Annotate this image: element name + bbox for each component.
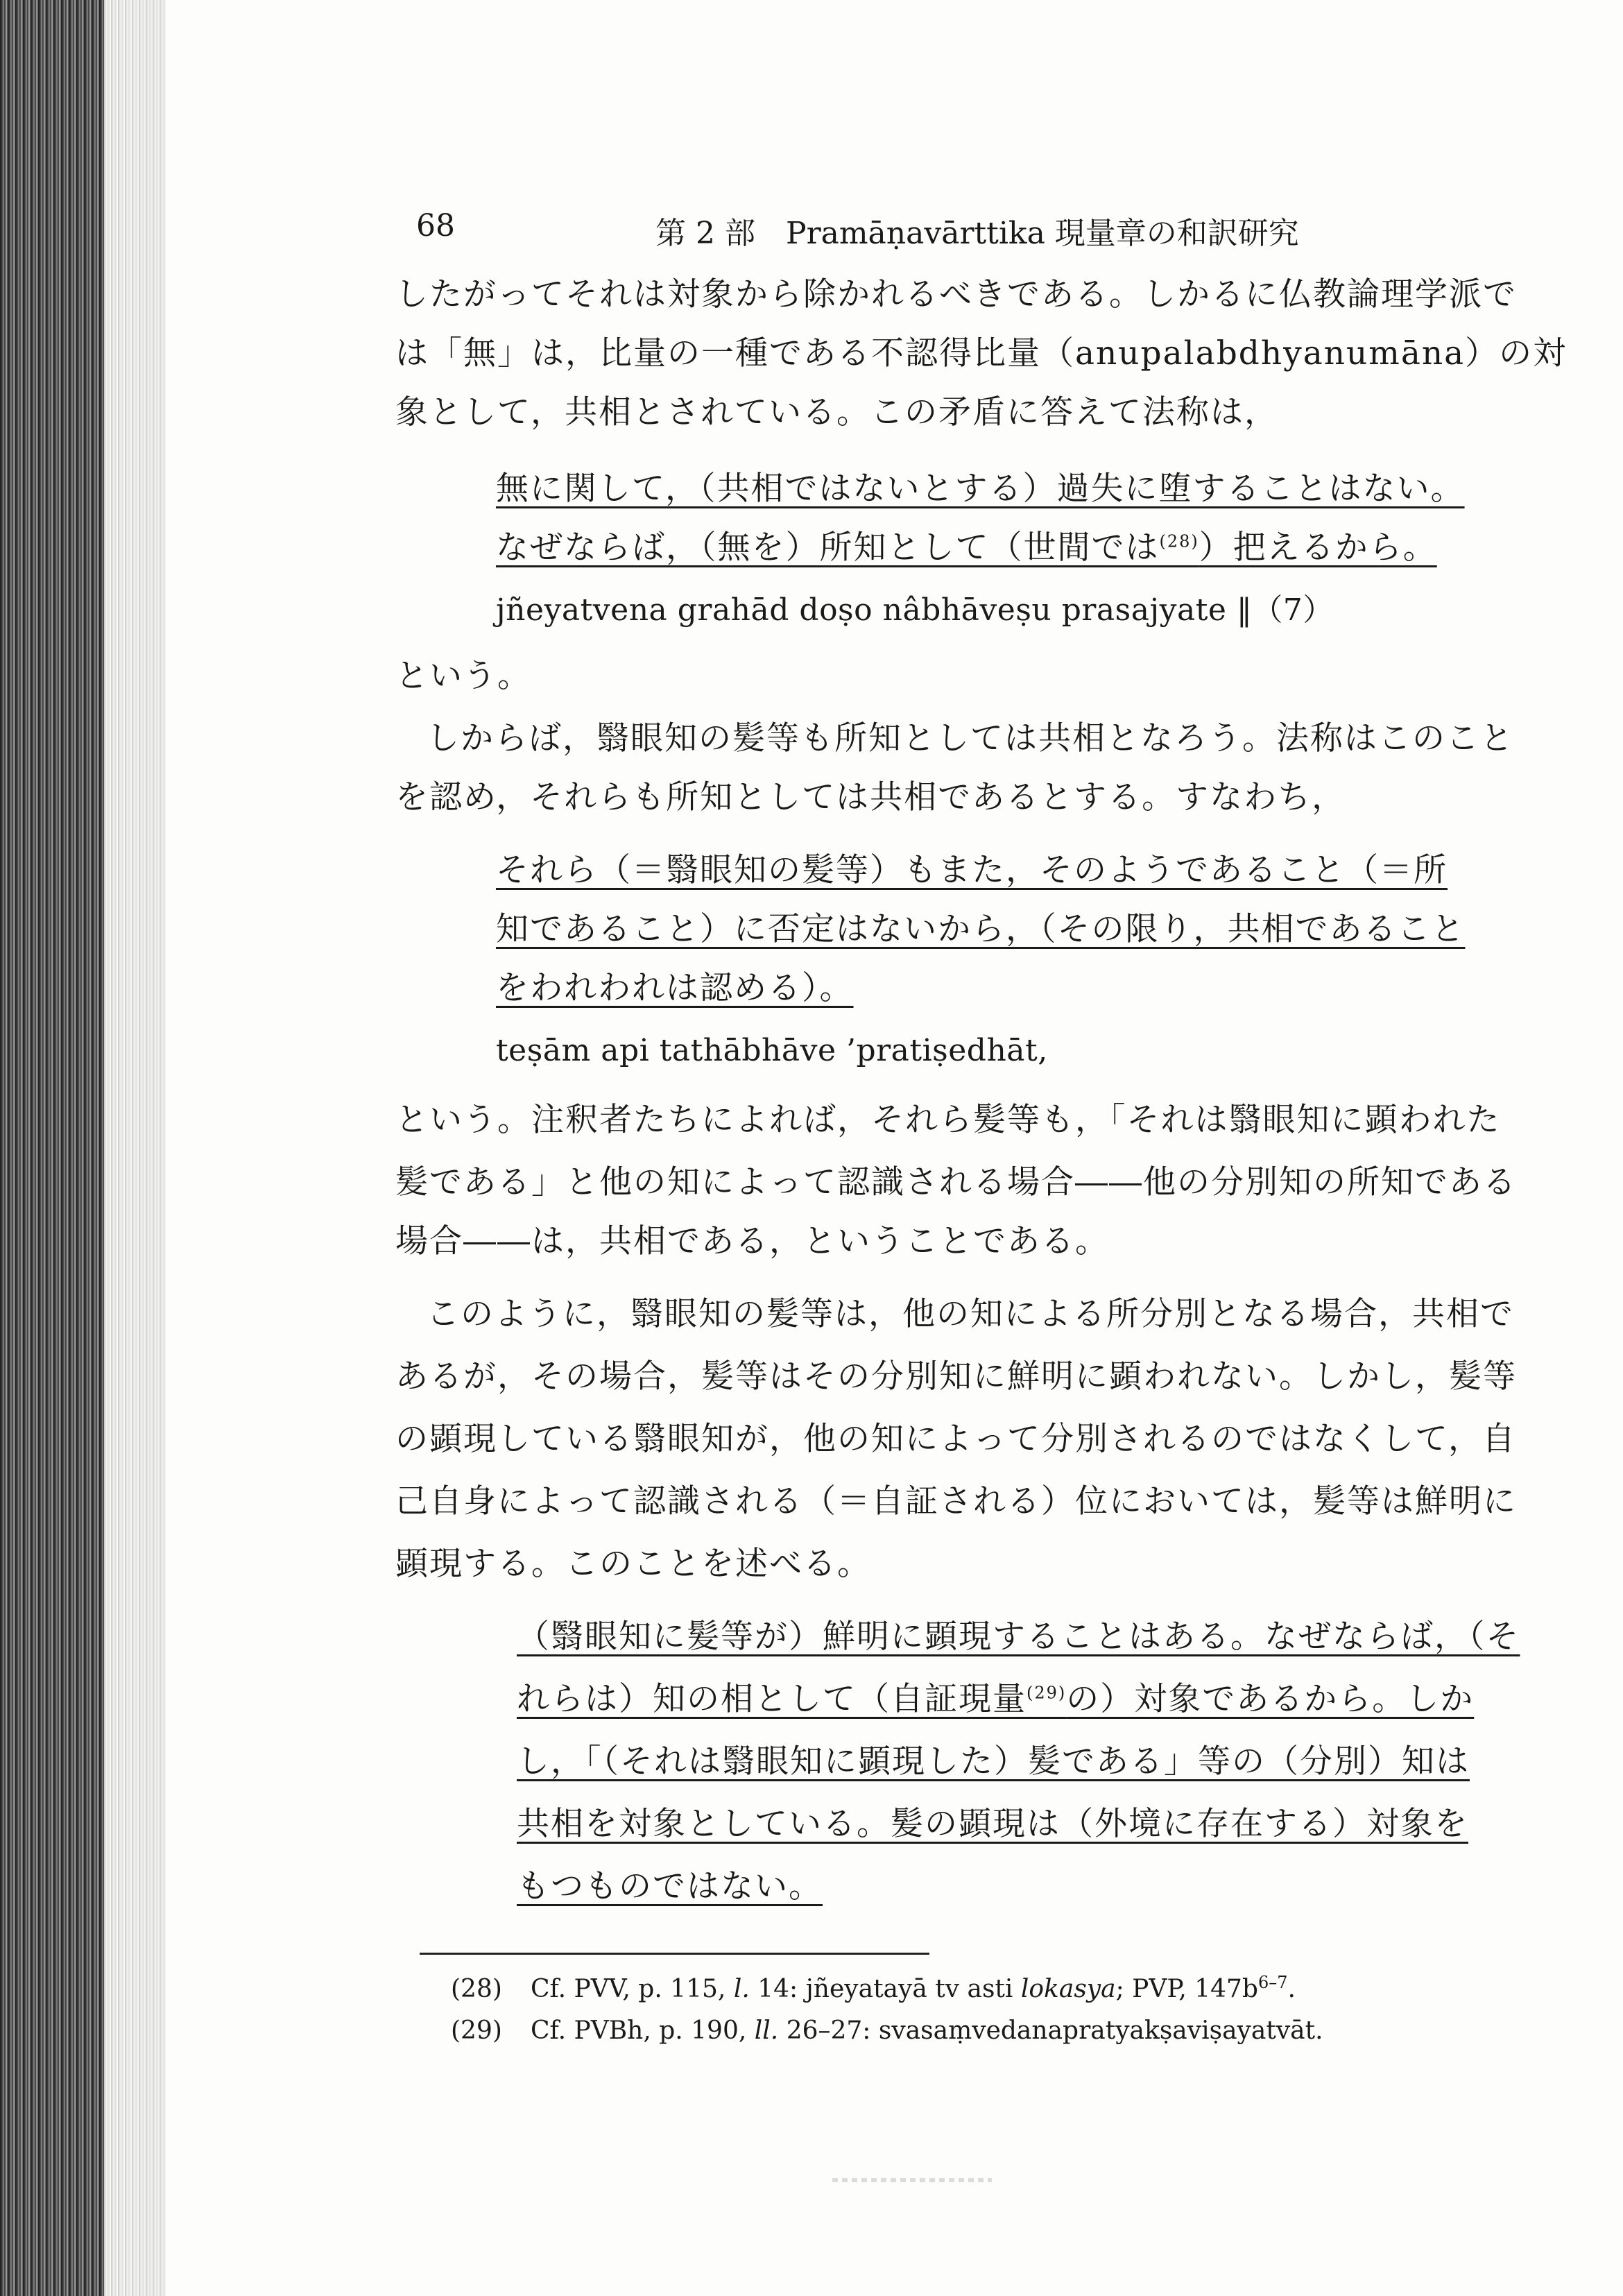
footnote-number: (29) — [451, 2016, 502, 2045]
body-line: しからば，翳眼知の髪等も所知としては共相となろう。法称はこのこと — [427, 719, 1514, 757]
footnote-number: (28) — [451, 1975, 502, 2003]
body-line: は「無」は，比量の一種である不認得比量（anupalabdhyanumāna）の対 — [395, 334, 1568, 372]
body-line: 己自身によって認識される（＝自証される）位においては，髪等は鮮明に — [395, 1482, 1517, 1520]
body-line: を認め，それらも所知としては共相であるとする。すなわち， — [395, 778, 1346, 816]
verse-translation-line: をわれわれは認める）。 — [496, 969, 854, 1007]
body-line: の顕現している翳眼知が，他の知によって分別されるのではなくして，自 — [395, 1420, 1517, 1458]
footnote-29 — [451, 2015, 1491, 2047]
verse-translation-line: なぜならば，（無を）所知として（世間では$^{(28)}$）把えるから。 — [496, 529, 1437, 567]
body-line: あるが，その場合，髪等はその分別知に鮮明に顕われない。しかし，髪等 — [395, 1357, 1517, 1396]
body-line: このように，翳眼知の髪等は，他の知による所分別となる場合，共相で — [427, 1295, 1514, 1333]
book-spine-shadow — [0, 0, 104, 2296]
body-line: 髪である」と他の知によって認識される場合――他の分別知の所知である — [395, 1163, 1517, 1201]
footnote-text: Cf. PVV, p. 115, l. 14: jñeyatayā tv asti lokasya; PVP, $147b^{6-7}$. — [531, 1973, 1296, 2003]
verse-translation-line: （翳眼知に髪等が）鮮明に顕現することはある。なぜならば，（そ — [517, 1618, 1520, 1656]
footnote-rule — [420, 1953, 929, 1955]
running-title: 第 2 部 Pramāṇavārttika 現量章の和訳研究 — [655, 216, 1299, 251]
spine-gradient — [104, 0, 166, 2296]
body-line: 顕現する。このことを述べる。 — [395, 1545, 871, 1583]
page-header — [416, 208, 1457, 257]
verse-translation-line: し，「（それは翳眼知に顕現した）髪である」等の（分別）知は — [517, 1742, 1470, 1781]
verse-translation-line: 知であること）に否定はないから，（その限り，共相であること — [496, 910, 1466, 948]
sanskrit-verse: teṣām api tathābhāve ’pratiṣedhāt, — [496, 1033, 1048, 1068]
body-line: 象として，共相とされている。この矛盾に答えて法称は， — [395, 393, 1279, 431]
footnote-ref: (29) — [1027, 1683, 1067, 1703]
footnote-28 — [451, 1973, 1491, 2005]
verse-translation-line: 無に関して，（共相ではないとする）過失に堕することはない。 — [496, 470, 1465, 508]
body-line: 場合――は，共相である，ということである。 — [395, 1222, 1109, 1260]
body-line: という。 — [395, 657, 531, 695]
verse-translation-line: それら（＝翳眼知の髪等）もまた，そのようであること（＝所 — [496, 851, 1448, 889]
verse-translation-line: もつものではない。 — [517, 1867, 823, 1905]
body-line: したがってそれは対象から除かれるべきである。しかるに仏教論理学派で — [395, 275, 1517, 314]
page-number: 68 — [416, 208, 455, 243]
footnote-text: Cf. PVBh, p. 190, ll. 26–27: svasaṃvedanapratyakṣaviṣayatvāt. — [531, 2016, 1323, 2045]
verse-translation-line: れらは）知の相として（自証現量$^{(29)}$の）対象であるから。しか — [517, 1680, 1475, 1718]
scan-smudge — [832, 2178, 992, 2182]
body-line: という。注釈者たちによれば，それら髪等も，「それは翳眼知に顕われた — [395, 1101, 1501, 1139]
sanskrit-verse: jñeyatvena grahād doṣo nâbhāveṣu prasajyate ‖（7） — [496, 592, 1334, 628]
footnote-ref: (28) — [1159, 531, 1199, 551]
verse-translation-line: 共相を対象としている。髪の顕現は（外境に存在する）対象を — [517, 1805, 1468, 1843]
